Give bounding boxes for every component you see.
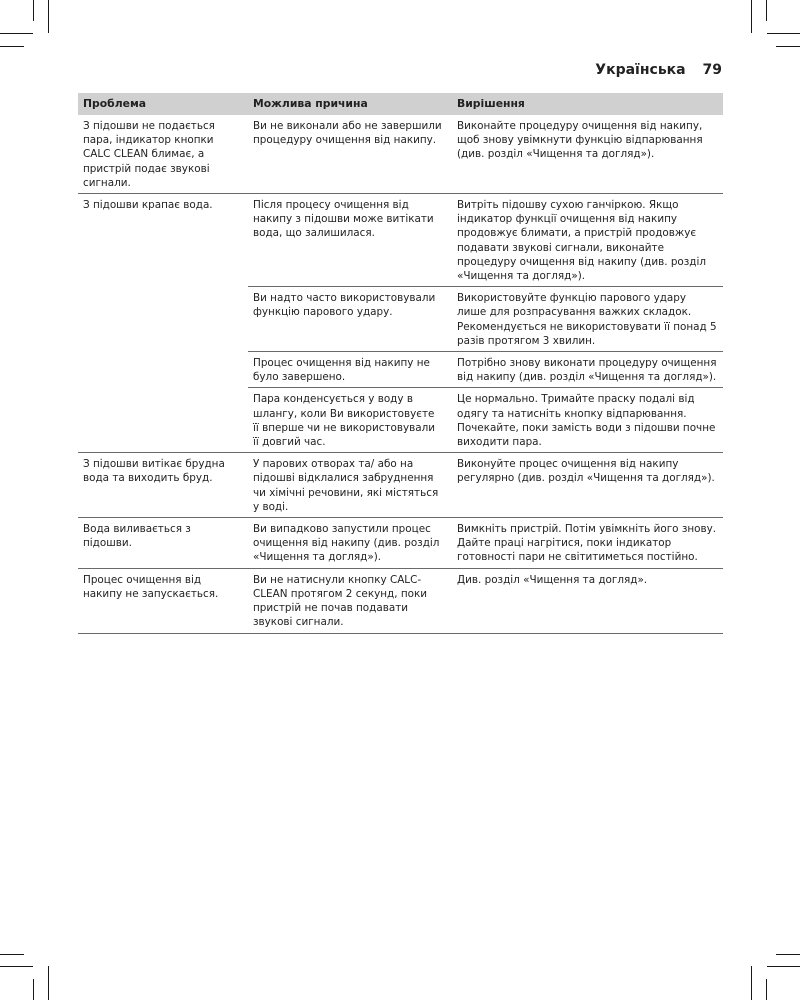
cell-cause: У парових отворах та/ або на підошві відклалися забруднення чи хімічні речовини, які містяться у воді. [248,453,452,518]
crop-mark [766,0,767,21]
crop-mark [751,0,752,33]
cell-solution: Потрібно знову виконати процедуру очищення від накипу (див. розділ «Чищення та догляд»). [452,352,723,388]
cell-solution: Вимкніть пристрій. Потім увімкніть його знову. Дайте праці нагрітися, поки індикатор готовності пари не світитиметься постійно. [452,518,723,569]
cell-problem: З підошви витікає брудна вода та виходить бруд. [78,453,248,518]
cell-cause: Ви не виконали або не завершили процедуру очищення від накипу. [248,115,452,194]
column-header-solution: Вирішення [452,93,723,115]
crop-mark [0,33,33,34]
crop-mark [751,966,752,1000]
cell-problem: З підошви крапає вода. [83,199,213,212]
table-row [78,194,723,287]
cell-cause: Процес очищення від накипу не було завершено. [248,352,452,388]
crop-mark [48,0,49,33]
cell-solution: Виконуйте процес очищення від накипу регулярно (див. розділ «Чищення та догляд»). [452,453,723,518]
crop-mark [0,954,24,955]
table-row [78,388,723,453]
cell-cause: Ви випадково запустили процес очищення від накипу (див. розділ «Чищення та догляд»). [248,518,452,569]
table-row [78,352,723,388]
cell-problem [78,287,248,352]
cell-cause: Ви надто часто використовували функцію парового удару. [248,287,452,352]
table-header-row [78,93,723,115]
language-label: Українська [595,62,686,78]
table-row [78,568,723,633]
cell-problem: З підошви не подається пара, індикатор кнопки CALC CLEAN блимає, а пристрій подає звукові сигнали. [78,115,248,194]
cell-solution: Використовуйте функцію парового удару лише для розпрасування важких складок. Рекомендується не використовувати її понад 5 разів протягом 3 хвилин. [452,287,723,352]
cell-solution: Див. розділ «Чищення та догляд». [452,568,723,633]
troubleshooting-table [78,93,723,634]
crop-mark [0,966,33,967]
crop-mark [767,33,800,34]
crop-mark [0,46,24,47]
crop-mark [33,0,34,21]
crop-mark [776,954,800,955]
cell-solution: Це нормально. Тримайте праску подалі від одягу та натисніть кнопку відпарювання. Почекайте, поки замість води з підошви почне виходити пара. [452,388,723,453]
page-number: 79 [702,62,722,78]
table-row [78,115,723,194]
crop-mark [767,966,800,967]
table-row [78,518,723,569]
cell-problem [78,352,248,388]
cell-problem: Вода виливається з підошви. [78,518,248,569]
cell-cause: Після процесу очищення від накипу з підошви може витікати вода, що залишилася. [248,194,452,287]
crop-mark [48,966,49,1000]
table-row [78,287,723,352]
page-header [595,62,722,78]
cell-cause: Пара конденсується у воду в шлангу, коли Ви використовуєте її вперше чи не використовували її довгий час. [248,388,452,453]
column-header-problem: Проблема [78,93,248,115]
cell-solution: Виконайте процедуру очищення від накипу, щоб знову увімкнути функцію відпарювання (див. розділ «Чищення та догляд»). [452,115,723,194]
crop-mark [33,979,34,1000]
column-header-cause: Можлива причина [248,93,452,115]
table-row [78,453,723,518]
cell-problem: Процес очищення від накипу не запускається. [78,568,248,633]
cell-solution: Витріть підошву сухою ганчіркою. Якщо індикатор функції очищення від накипу продовжує блимати, а пристрій продовжує подавати звукові сигнали, виконайте процедуру очищення від накипу (див. розділ «Чищення та догляд»). [452,194,723,287]
cell-problem [78,388,248,453]
cell-cause: Ви не натиснули кнопку CALC-CLEAN протягом 2 секунд, поки пристрій не почав подавати звукові сигнали. [248,568,452,633]
crop-mark [766,979,767,1000]
crop-mark [776,46,800,47]
